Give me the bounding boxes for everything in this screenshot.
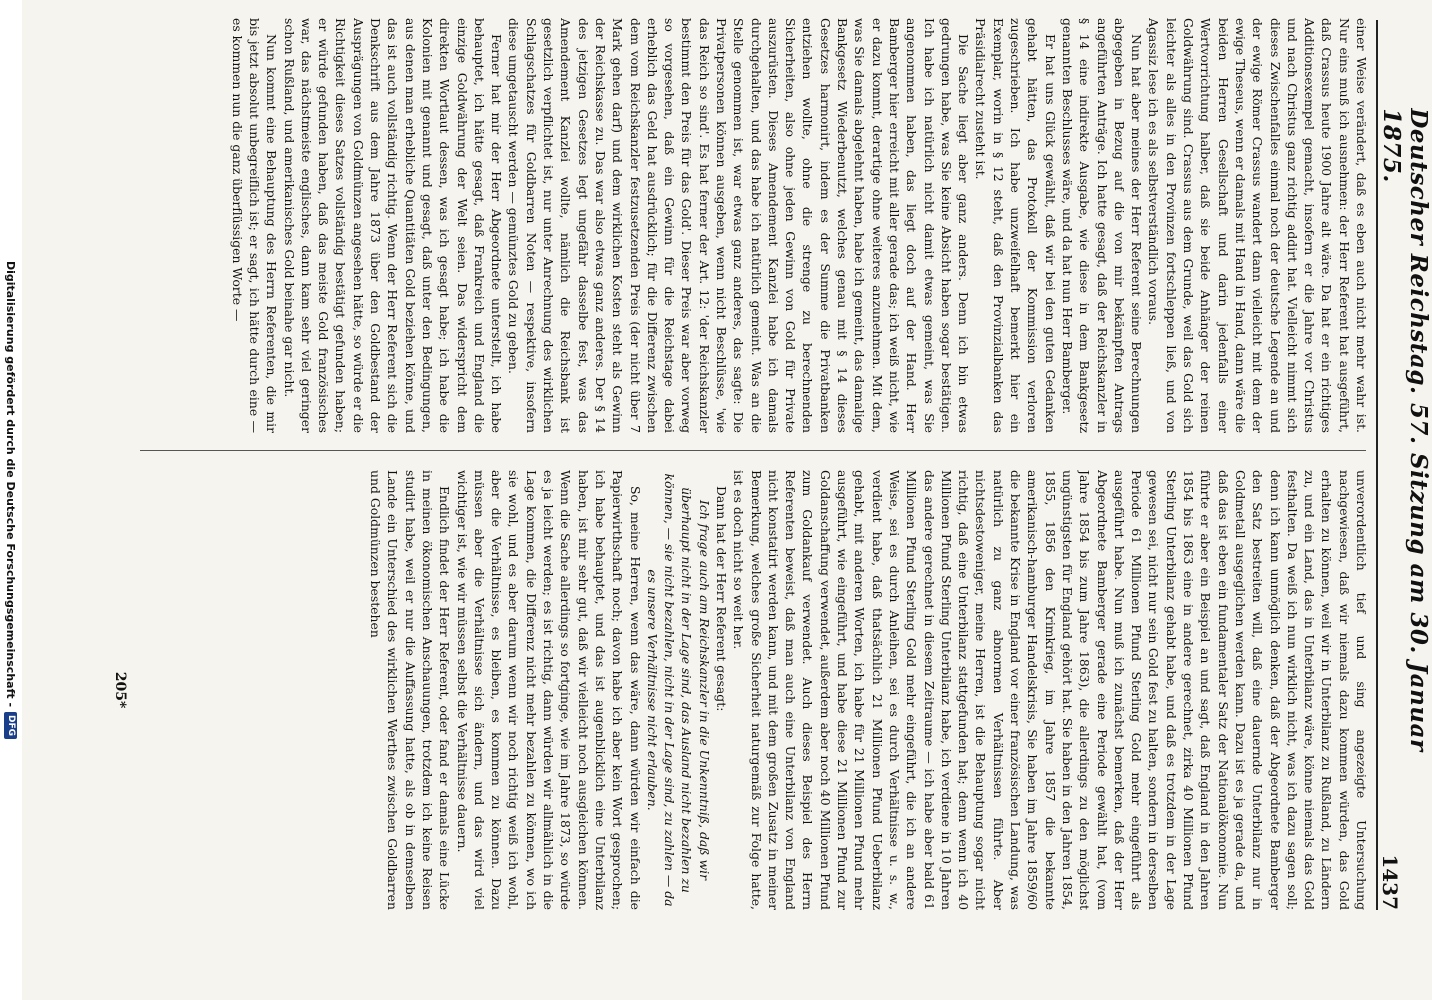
paragraph: Er hat uns Glück gewählt, daß wir bei den guten Gedanken gehabt hätten, das Protokoll der Kommission verloren zugeschrieben. Ich habe unzweifelhaft bemerkt hier ein Exemplar, worin in § 12 steht, daß den Provinzialbanken das Präsidialrecht zusteht ist. [973, 18, 1058, 433]
paragraph: Dann hat der Herr Referent gesagt: [714, 486, 730, 712]
column-divider [140, 450, 1366, 451]
paragraph: Nun hat aber meines der Herr Referent seine Berechnungen abgegeben in Bezug auf die von mir bekämpften Antrags angeführten Anträge. Ich hatte gesagt, daß der Reichskanzler in § 14 eine indirekte Ausgabe, wie diese in dem Bankgesetz genannten Beschlusses wäre, und da hat nun Herr Bamberger. [1059, 18, 1145, 433]
quoted-paragraph: Ich frage auch am Reichskanzler in die Unkenntniß, daß wir überhaupt nicht in der Lage sind, das Ausland nicht bezahlen zu können, — sie nicht bezahlen, nicht in der Lage sind, zu zahlen — da es unsere Verhältnisse nicht erlauben. [644, 473, 712, 907]
paragraph: So, meine Herren, wenn das wäre, dann würden wir einfach die Papierwirthschaft noch; davon habe ich aber kein Wort gesprochen; ich habe behauptet, und das ist augenblicklich eine Unterbilanz haben, ist mir sehr gut, daß wir vielleicht noch ausgleichen können. Wenn die Sache allerdings so fortginge, wie im Jahre 1873, so würde es ja leicht werden; es ist richtig, dann würden wir allmählich in die Lage kommen, die Differenz nicht mehr bezahlen zu können, wo ich sie wohl, und es aber darum wenn wir noch richtig weiß ich wohl, aber die Verhältnisse, es bleiben, es kommen zu können. Dazu müssen aber die Verhältnisse sich ändern, und das wird viel wichtiger ist, wie wir müssen selbst die Verhältnisse dauern. [454, 470, 643, 910]
paragraph: Endlich findet der Herr Referent, oder fand er damals eine Lücke in meinen ökonomischen Anschauungen, trotzdem ich keine Reisen studirt habe, weil er nur die Auffassung hatte, als ob in demselben Lande ein Unterschied des wirklichen Werthes zwischen Goldbarren und Goldmünzen bestehen [368, 470, 453, 910]
paragraph: Ferner hat mir der Herr Abgeordnete unterstellt, ich habe behauptet, ich hätte gesagt, daß Frankreich und England die einzige Goldwährung der Welt seien. Das widerspricht dem direkten Wortlaut dessen, was ich gesagt habe; ich habe die Kolonien mit genannt und gesagt, daß unter den Bedingungen, aus denen man erhebliche Quantitäten Gold beziehen könne, und das ist auch vollständig richtig. Wenn der Herr Referent sich die Denkschrift aus dem Jahre 1873 über den Goldbestand der Ausprägungen von Goldmünzen angesehen hätte, so würde er die Richtigkeit dieses Satzes vollständig bestätigt gefunden haben; er würde gefunden haben, daß das meiste Gold französisches war, das nächstmeiste englisches, dann kam sehr viel geringer schon Rußland, und amerikanisches Gold beinahe gar nicht. [281, 18, 505, 433]
left-column [130, 18, 1370, 433]
printer-signature: 205* [112, 671, 128, 709]
paragraph: unverordentlich tief und sing angezeigte Untersuchung nachgewiesen, daß wir niemals dazu kommen würden, das Gold erhalten zu können, weil wir in Unterbilanz zu Rußland, zu Ländern zu, und ein Land, das in Unterbilanz wäre, könne niemals das Gold festhalten. Da weiß ich nun wirklich nicht, was ich dazu sagen soll; denn ich kann unmöglich denken, daß der Abgeordnete Bamberger den Satz bestreiten will, daß eine dauernde Unterbilanz nur in Goldmetall ausgeglichen werden kann. Dazu ist es ja gerade da, und daß das ist eben ein fundamentaler Satz der Nationalökonomie. Nun führte er aber ein Beispiel an und sagt, daß England in den Jahren 1854 bis 1863 eine in andere gerechnet, zirka 40 Millionen Pfund Sterling Unterbilanz gehabt habe, und daß es trotzdem in der Lage gewesen sei, nicht nur sein Gold fest zu halten, sondern in derselben Periode 61 Millionen Pfund Sterling Gold mehr eingeführt als ausgeführt habe. Nun muß ich zunächst bemerken, daß der Herr Abgeordnete Bamberger gerade eine Periode gewählt hat, (vom Jahre 1854 bis zum Jahre 1863), die allerdings zu den möglichst ungünstigsten für England gehört hat. Sie haben in den Jahren 1854, 1855, 1856 den Krimkrieg, im Jahre 1857 die bekannte amerikanisch-hamburger Handelskrisis, Sie haben im Jahre 1859/60 die bekannte Krise in England vor einer französischen Landung, was natürlich zu ganz abnormen Verhältnissen führte. Aber nichtsdestoweniger, meine Herren, ist die Behauptung sogar nicht richtig, daß eine Unterbilanz stattgefunden hat; denn wenn ich 40 Millionen Pfund Sterling Unterbilanz habe, ich verdiene in 10 Jahren das andere gerechnet in diesem Zeitraume — ich habe aber bald 61 Millionen Pfund Sterling Gold mehr eingeführt, die ich an andere Weise, sei es durch Anleihen, sei es durch Verhältnisse u. s. w., verdient habe, daß thatsächlich 21 Millionen Pfund Ueberbilanz gehabt, mit anderen Worten, ich habe für 21 Millionen Pfund mehr ausgeführt, wie eingeführt, und habe diese 21 Millionen Pfund zur Goldanschaffung verwendet, außerdem aber noch 40 Millionen Pfund zum Goldankauf verwendet. Auch dieses Beispiel des Herrn Referenten beweist, daß man auch eine Unterbilanz von England nicht konstatirt werden kann, und mit dem großen Zusatz in meiner Bemerkung, welches große Sicherheit naturgemäß zur Folge hatte, ist es doch nicht so weit her. [731, 470, 1369, 910]
digitization-credit [0, 0, 22, 1000]
paragraph: Die Sache liegt aber ganz anders. Denn ich bin etwas gedrungen habe, was Sie keine Absicht haben sogar bestätigen. Ich habe ich natürlich nicht damit etwas gemeint, was Sie angenommen haben, das liegt doch auf der Hand. Herr Bamberger hier erreicht mit aller gerade das; ich weiß nicht, wie er dazu kommt, derartige ohne weiteres anzunehmen. Mit dem, was Sie damals abgelehnt haben, habe ich gemeint, das damalige Bankgesetz Wiederbenutzt, welches genau mit § 14 dieses Gesetzes harmonirt, indem es der Summe die Privatbanken entziehen wollte, ohne die strenge zu berechnenden Sicherheiten, also ohne jeden Gewinn von Gold für Private auszurüsten. Dieses Amendement Kanzlei habe ich damals durchgehalten, und das habe ich natürlich gemeint. Was an die Stelle genommen ist, war etwas ganz anderes, das sagte: Die Privatpersonen können ausgeben, wenn nicht Beschlüsse, 'wie das Reich so sind'. Es hat ferner der Art. 12: 'der Reichskanzler bestimmt den Preis für das Gold'. Dieser Preis war aber vorweg so vorgesehen, daß ein Gewinn für die Reichstage dabei erheblich das Geld hat ausdrücklich; für die Differenz zwischen dem vom Reichskanzler festzusetzenden Preis (der nicht über 7 Mark gehen darf) und dem wirklichen Kosten steht als Gewinn der Reichskasse zu. Das war also etwas ganz anderes. Der § 14 des jetzigen Gesetzes legt ungefähr dasselbe fest, was das Amendement Kanzlei wollte, nämlich die Reichsbank ist gesetzlich verpflichtet ist, nur unter Anrechnung des wirklichen Schlagschatzes für Goldbarren Noten — respektive, insofern diese umgetauscht werden — gemünztes Gold zu geben. [506, 18, 972, 433]
paragraph: Nun kommt eine Behauptung des Herrn Referenten, die mir bis jetzt absolut unbegreiflich ist; er sagt, ich hätte durch eine — es kommen nun die ganz überflüssigen Worte — [229, 18, 280, 433]
right-column [130, 470, 1370, 910]
page-number: 1437 [1378, 854, 1402, 911]
credit-text: Digitalisierung gefördert durch die Deutsche Forschungsgemeinschaft - [4, 260, 18, 708]
dfg-logo: DFG [5, 712, 18, 739]
page-header [1376, 20, 1432, 911]
page-title: Deutscher Reichstag. 57. Sitzung am 30. Januar 1875. [1378, 108, 1432, 752]
paragraph: einer Weise verändert, daß es eben auch nicht mehr wahr ist. Nur eins muß ich ausnehmen: der Herr Referent hat ausgeführt, daß Crassus heute 1900 Jahre alt wäre. Da hat er ein richtiges Additionsexempel gemacht, insofern er die Jahre vor Christus und nach Christus ganz richtig addirt hat. Vielleicht nimmt sich dieses Zwischenfalles einmal noch der deutsche Legende an und der ewige Römer Crassus wandert dann vielleicht mit dem der ewige Theseus, wenn er damals mit Hand in Hand, dann wäre die beiden Herren Gesellschaft und darin jedenfalls einer Wertvorrichtung halber, daß sie beide Anhänger der reinen Goldwährung sind. Crassus aus dem Grunde, weil das Gold sich leichter als alles in den Provinzen fortschleppen ließ, und von Agassiz lese ich es als selbstverständlich voraus. [1146, 18, 1369, 433]
